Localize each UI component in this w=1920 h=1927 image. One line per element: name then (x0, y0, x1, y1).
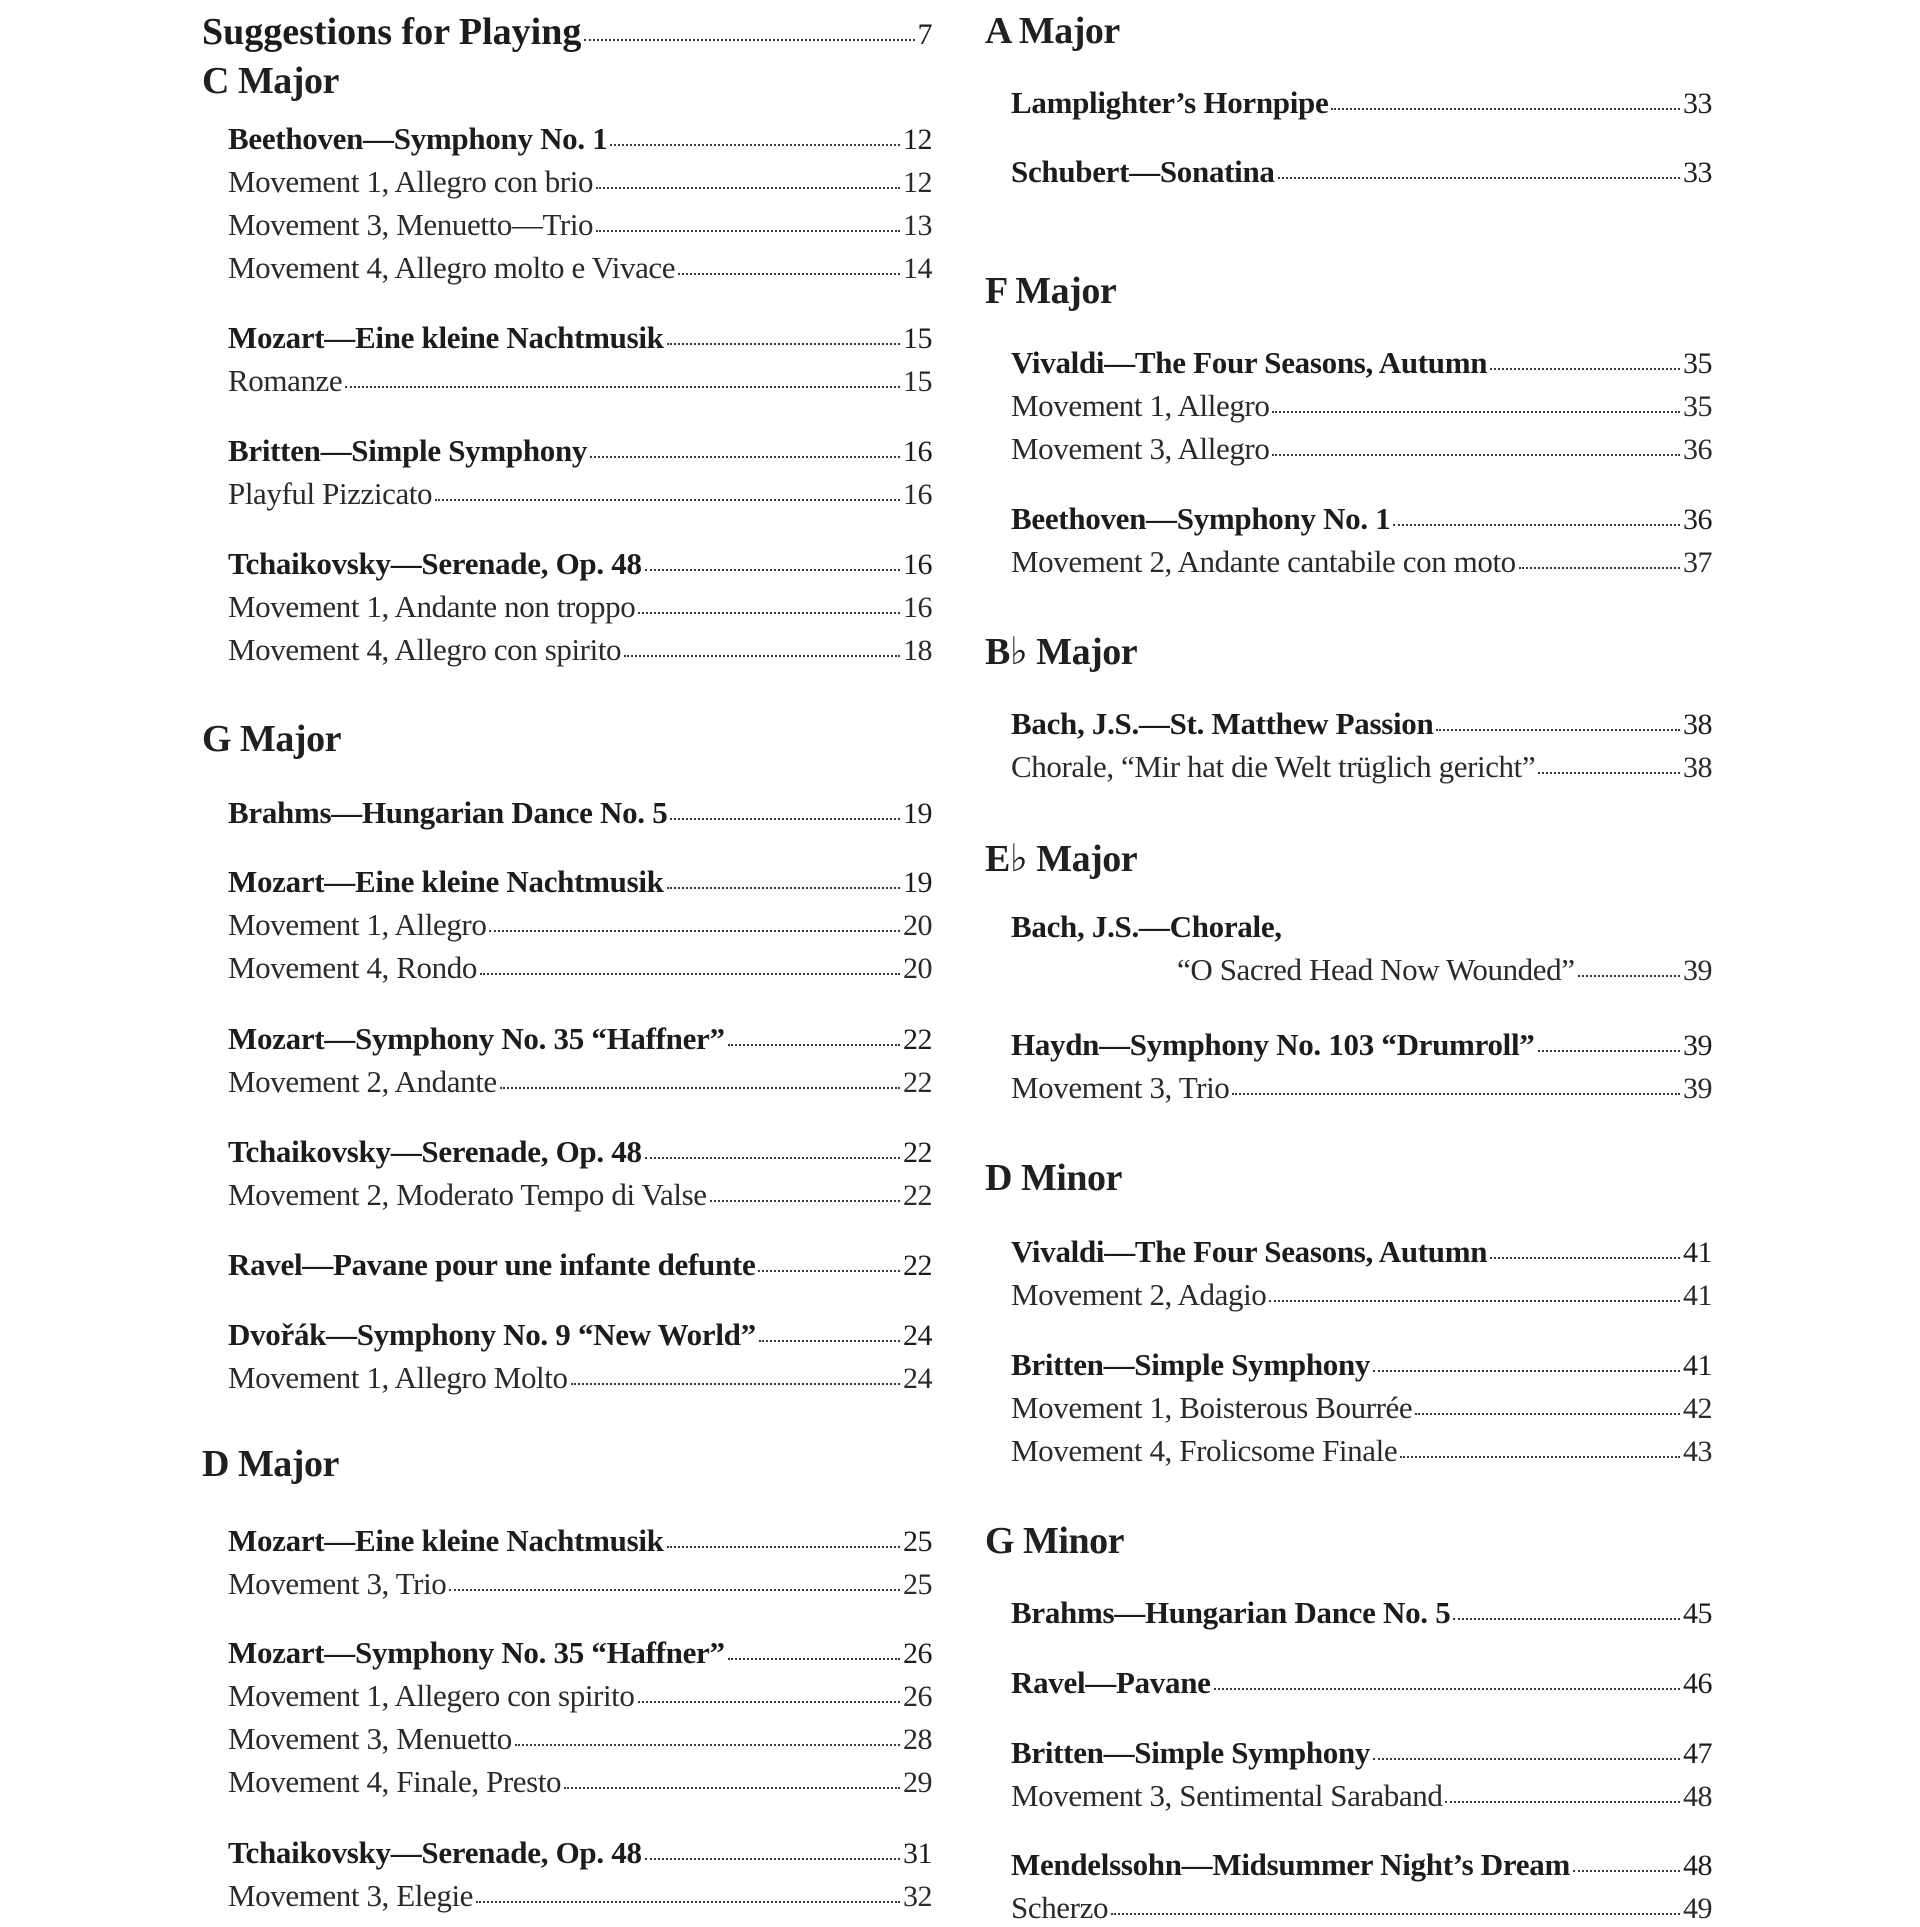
entry-title: Bach, J.S.—Chorale, (1011, 909, 1282, 944)
entry-page-number: 36 (1683, 503, 1712, 536)
entry-page-number: 24 (903, 1362, 932, 1395)
dot-leader (1436, 727, 1680, 731)
entry-title: Movement 4, Frolicsome Finale (1011, 1433, 1398, 1468)
section-heading-e-flat-major: E♭ Major (985, 838, 1138, 880)
dot-leader (645, 1856, 900, 1860)
entry-page-number: 22 (903, 1066, 932, 1099)
entry-title: Scherzo (1011, 1890, 1109, 1925)
section-heading-g-major: G Major (202, 718, 341, 760)
toc-entry[interactable] (228, 320, 932, 357)
dot-leader (1573, 1868, 1680, 1872)
dot-leader (345, 384, 900, 388)
entry-title: Ravel—Pavane (1011, 1665, 1211, 1700)
entry-page-number: 39 (1683, 1029, 1712, 1062)
dot-leader (670, 816, 900, 820)
entry-page-number: 26 (903, 1680, 932, 1713)
entry-page-number: 16 (903, 435, 932, 468)
toc-entry[interactable] (228, 164, 932, 201)
entry-page-number: 24 (903, 1319, 932, 1352)
dot-leader (571, 1381, 900, 1385)
dot-leader (667, 341, 900, 345)
dot-leader (1232, 1091, 1680, 1095)
toc-entry[interactable] (228, 121, 932, 158)
entry-page-number: 22 (903, 1249, 932, 1282)
entry-title: Mozart—Symphony No. 35 “Haffner” (228, 1021, 725, 1056)
toc-entry[interactable] (228, 1878, 932, 1915)
entry-page-number: 48 (1683, 1780, 1712, 1813)
toc-entry[interactable] (1011, 431, 1712, 468)
entry-title: Movement 3, Allegro (1011, 431, 1270, 466)
entry-page-number: 33 (1683, 87, 1712, 120)
entry-title: Movement 4, Finale, Presto (228, 1764, 562, 1799)
dot-leader (1111, 1911, 1680, 1915)
dot-leader (1269, 1298, 1680, 1302)
toc-entry[interactable] (228, 632, 932, 669)
entry-page-number: 36 (1683, 433, 1712, 466)
entry-page-number: 28 (903, 1723, 932, 1756)
entry-title: Movement 1, Boisterous Bourrée (1011, 1390, 1413, 1425)
dot-leader (710, 1198, 900, 1202)
toc-entry[interactable] (228, 1566, 932, 1603)
dot-leader (759, 1338, 900, 1342)
entry-page-number: 47 (1683, 1737, 1712, 1770)
entry-title: Movement 3, Menuetto (228, 1721, 512, 1756)
dot-leader (1272, 452, 1680, 456)
entry-page-number: 16 (903, 548, 932, 581)
toc-entry[interactable] (1011, 1433, 1712, 1470)
entry-page-number: 12 (903, 166, 932, 199)
entry-title: Suggestions for Playing (202, 11, 582, 53)
entry-page-number: 41 (1683, 1236, 1712, 1269)
entry-page-number: 31 (903, 1837, 932, 1870)
toc-entry[interactable] (1011, 1347, 1712, 1384)
toc-entry[interactable] (228, 363, 932, 400)
toc-entry[interactable] (228, 546, 932, 583)
dot-leader (449, 1587, 900, 1591)
entry-page-number: 38 (1683, 708, 1712, 741)
entry-page-number: 37 (1683, 546, 1712, 579)
entry-title: Tchaikovsky—Serenade, Op. 48 (228, 1134, 642, 1169)
entry-page-number: 35 (1683, 390, 1712, 423)
entry-page-number: 43 (1683, 1435, 1712, 1468)
entry-page-number: 22 (903, 1136, 932, 1169)
dot-leader (596, 228, 900, 232)
dot-leader (1538, 1048, 1680, 1052)
toc-entry[interactable] (228, 1678, 932, 1715)
dot-leader (1214, 1686, 1680, 1690)
section-heading-g-minor: G Minor (985, 1520, 1124, 1562)
entry-page-number: 19 (903, 866, 932, 899)
toc-entry[interactable] (1011, 345, 1712, 382)
dot-leader (1445, 1799, 1680, 1803)
entry-page-number: 18 (903, 634, 932, 667)
entry-title: Bach, J.S.—St. Matthew Passion (1011, 706, 1434, 741)
entry-page-number: 15 (903, 365, 932, 398)
toc-entry[interactable] (1011, 85, 1712, 122)
entry-page-number: 7 (917, 18, 932, 51)
entry-title: Movement 3, Sentimental Saraband (1011, 1778, 1443, 1813)
dot-leader (1393, 522, 1680, 526)
entry-page-number: 25 (903, 1525, 932, 1558)
dot-leader (1331, 106, 1680, 110)
toc-entry[interactable] (1011, 154, 1712, 191)
dot-leader (610, 142, 900, 146)
toc-entry[interactable] (228, 1360, 932, 1397)
dot-leader (667, 1544, 900, 1548)
toc-entry-wrapped-first-line[interactable] (1011, 909, 1712, 945)
entry-page-number: 13 (903, 209, 932, 242)
entry-title: Movement 1, Allegro Molto (228, 1360, 568, 1395)
toc-entry[interactable] (228, 1134, 932, 1171)
dot-leader (1519, 565, 1680, 569)
toc-entry[interactable] (228, 795, 932, 832)
dot-leader (500, 1085, 900, 1089)
toc-entry[interactable] (228, 1064, 932, 1101)
toc-entry[interactable] (1011, 1890, 1712, 1927)
toc-entry[interactable] (1011, 501, 1712, 538)
entry-page-number: 26 (903, 1637, 932, 1670)
section-heading-d-minor: D Minor (985, 1157, 1122, 1199)
entry-page-number: 12 (903, 123, 932, 156)
dot-leader (515, 1742, 900, 1746)
entry-title: Brahms—Hungarian Dance No. 5 (228, 795, 668, 830)
toc-entry[interactable] (1011, 1234, 1712, 1271)
entry-page-number: 32 (903, 1880, 932, 1913)
toc-entry[interactable] (228, 1721, 932, 1758)
entry-title: Vivaldi—The Four Seasons, Autumn (1011, 1234, 1488, 1269)
toc-entry[interactable] (1011, 1847, 1712, 1884)
entry-page-number: 19 (903, 797, 932, 830)
toc-entry[interactable] (228, 1523, 932, 1560)
entry-page-number: 22 (903, 1179, 932, 1212)
toc-entry[interactable] (228, 1635, 932, 1672)
toc-entry[interactable] (1011, 1390, 1712, 1427)
toc-entry[interactable] (228, 1247, 932, 1284)
dot-leader (1490, 366, 1680, 370)
entry-title: Dvořák—Symphony No. 9 “New World” (228, 1317, 756, 1352)
entry-page-number: 15 (903, 322, 932, 355)
entry-title: Haydn—Symphony No. 103 “Drumroll” (1011, 1027, 1535, 1062)
toc-entry[interactable] (228, 433, 932, 470)
toc-entry[interactable] (228, 589, 932, 626)
entry-title: Beethoven—Symphony No. 1 (1011, 501, 1391, 536)
entry-page-number: 48 (1683, 1849, 1712, 1882)
entry-title: Movement 2, Moderato Tempo di Valse (228, 1177, 707, 1212)
entry-page-number: 45 (1683, 1597, 1712, 1630)
entry-title: Brahms—Hungarian Dance No. 5 (1011, 1595, 1451, 1630)
toc-entry-wrapped-second-line[interactable] (1177, 952, 1712, 989)
dot-leader (678, 271, 900, 275)
entry-page-number: 22 (903, 1023, 932, 1056)
entry-title: Mozart—Eine kleine Nachtmusik (228, 1523, 664, 1558)
dot-leader (584, 37, 914, 41)
toc-entry[interactable] (1011, 1277, 1712, 1314)
section-heading-f-major: F Major (985, 270, 1117, 312)
dot-leader (1578, 973, 1680, 977)
toc-entry-suggestions-for-playing[interactable] (202, 12, 932, 55)
entry-page-number: 39 (1683, 954, 1712, 987)
section-heading-b-flat-major: B♭ Major (985, 631, 1138, 673)
section-heading-d-major: D Major (202, 1443, 339, 1485)
entry-title: Britten—Simple Symphony (1011, 1735, 1371, 1770)
entry-title: Beethoven—Symphony No. 1 (228, 121, 608, 156)
entry-page-number: 29 (903, 1766, 932, 1799)
entry-title: Schubert—Sonatina (1011, 154, 1275, 189)
toc-entry[interactable] (1011, 544, 1712, 581)
entry-page-number: 16 (903, 478, 932, 511)
entry-page-number: 41 (1683, 1279, 1712, 1312)
toc-entry[interactable] (1011, 1735, 1712, 1772)
dot-leader (564, 1785, 900, 1789)
entry-title: Movement 1, Allegro (228, 907, 487, 942)
entry-page-number: 39 (1683, 1072, 1712, 1105)
entry-title: Movement 2, Andante (228, 1064, 497, 1099)
dot-leader (1400, 1454, 1680, 1458)
entry-title: “O Sacred Head Now Wounded” (1177, 952, 1575, 987)
entry-page-number: 38 (1683, 751, 1712, 784)
dot-leader (638, 1699, 901, 1703)
toc-entry[interactable] (1011, 388, 1712, 425)
dot-leader (758, 1268, 900, 1272)
entry-title: Romanze (228, 363, 343, 398)
entry-page-number: 46 (1683, 1667, 1712, 1700)
section-heading-c-major: C Major (202, 60, 339, 102)
dot-leader (1373, 1368, 1680, 1372)
toc-entry[interactable] (1011, 706, 1712, 743)
entry-title: Mozart—Eine kleine Nachtmusik (228, 864, 664, 899)
dot-leader (667, 885, 900, 889)
toc-entry[interactable] (1011, 1595, 1712, 1632)
toc-entry[interactable] (228, 1835, 932, 1872)
dot-leader (728, 1042, 900, 1046)
toc-entry[interactable] (1011, 1027, 1712, 1064)
entry-title: Britten—Simple Symphony (1011, 1347, 1371, 1382)
toc-entry[interactable] (228, 864, 932, 901)
toc-entry[interactable] (228, 950, 932, 987)
dot-leader (624, 653, 900, 657)
dot-leader (728, 1656, 900, 1660)
entry-title: Vivaldi—The Four Seasons, Autumn (1011, 345, 1488, 380)
dot-leader (480, 971, 900, 975)
entry-title: Movement 1, Allegero con spirito (228, 1678, 635, 1713)
dot-leader (1453, 1616, 1680, 1620)
entry-title: Movement 4, Rondo (228, 950, 477, 985)
toc-entry[interactable] (228, 1317, 932, 1354)
entry-title: Tchaikovsky—Serenade, Op. 48 (228, 546, 642, 581)
dot-leader (638, 610, 900, 614)
dot-leader (435, 497, 900, 501)
dot-leader (1373, 1756, 1680, 1760)
entry-title: Movement 4, Allegro con spirito (228, 632, 622, 667)
dot-leader (489, 928, 900, 932)
dot-leader (590, 454, 900, 458)
toc-entry[interactable] (1011, 749, 1712, 786)
toc-entry[interactable] (228, 1764, 932, 1801)
entry-title: Tchaikovsky—Serenade, Op. 48 (228, 1835, 642, 1870)
entry-page-number: 20 (903, 909, 932, 942)
entry-page-number: 14 (903, 252, 932, 285)
entry-title: Movement 1, Allegro (1011, 388, 1270, 423)
toc-entry[interactable] (1011, 1665, 1712, 1702)
entry-title: Movement 3, Trio (1011, 1070, 1230, 1105)
toc-entry[interactable] (1011, 1070, 1712, 1107)
entry-title: Chorale, “Mir hat die Welt trüglich gericht” (1011, 749, 1536, 784)
entry-page-number: 16 (903, 591, 932, 624)
toc-entry[interactable] (228, 1177, 932, 1214)
dot-leader (1278, 175, 1680, 179)
entry-page-number: 42 (1683, 1392, 1712, 1425)
entry-title: Movement 2, Andante cantabile con moto (1011, 544, 1516, 579)
entry-title: Britten—Simple Symphony (228, 433, 588, 468)
entry-page-number: 25 (903, 1568, 932, 1601)
entry-title: Lamplighter’s Hornpipe (1011, 85, 1329, 120)
dot-leader (1272, 409, 1680, 413)
toc-entry[interactable] (228, 250, 932, 287)
dot-leader (1490, 1255, 1680, 1259)
entry-page-number: 20 (903, 952, 932, 985)
entry-title: Playful Pizzicato (228, 476, 433, 511)
entry-title: Movement 3, Trio (228, 1566, 447, 1601)
entry-title: Movement 3, Menuetto—Trio (228, 207, 594, 242)
entry-page-number: 33 (1683, 156, 1712, 189)
dot-leader (645, 567, 900, 571)
entry-page-number: 49 (1683, 1892, 1712, 1925)
toc-entry[interactable] (228, 907, 932, 944)
toc-entry[interactable] (228, 476, 932, 513)
toc-left-column (202, 0, 932, 1920)
dot-leader (645, 1155, 900, 1159)
entry-title: Movement 3, Elegie (228, 1878, 474, 1913)
entry-title: Ravel—Pavane pour une infante defunte (228, 1247, 756, 1282)
toc-entry[interactable] (228, 1021, 932, 1058)
entry-title: Movement 1, Allegro con brio (228, 164, 594, 199)
toc-right-column (985, 0, 1712, 1925)
dot-leader (596, 185, 900, 189)
entry-title: Mozart—Symphony No. 35 “Haffner” (228, 1635, 725, 1670)
dot-leader (1415, 1411, 1680, 1415)
dot-leader (476, 1899, 900, 1903)
entry-title: Movement 4, Allegro molto e Vivace (228, 250, 676, 285)
toc-entry[interactable] (228, 207, 932, 244)
dot-leader (1538, 770, 1680, 774)
entry-page-number: 41 (1683, 1349, 1712, 1382)
entry-title: Mendelssohn—Midsummer Night’s Dream (1011, 1847, 1570, 1882)
entry-title: Movement 2, Adagio (1011, 1277, 1267, 1312)
section-heading-a-major: A Major (985, 10, 1120, 52)
entry-page-number: 35 (1683, 347, 1712, 380)
entry-title: Mozart—Eine kleine Nachtmusik (228, 320, 664, 355)
entry-title: Movement 1, Andante non troppo (228, 589, 636, 624)
toc-entry[interactable] (1011, 1778, 1712, 1815)
